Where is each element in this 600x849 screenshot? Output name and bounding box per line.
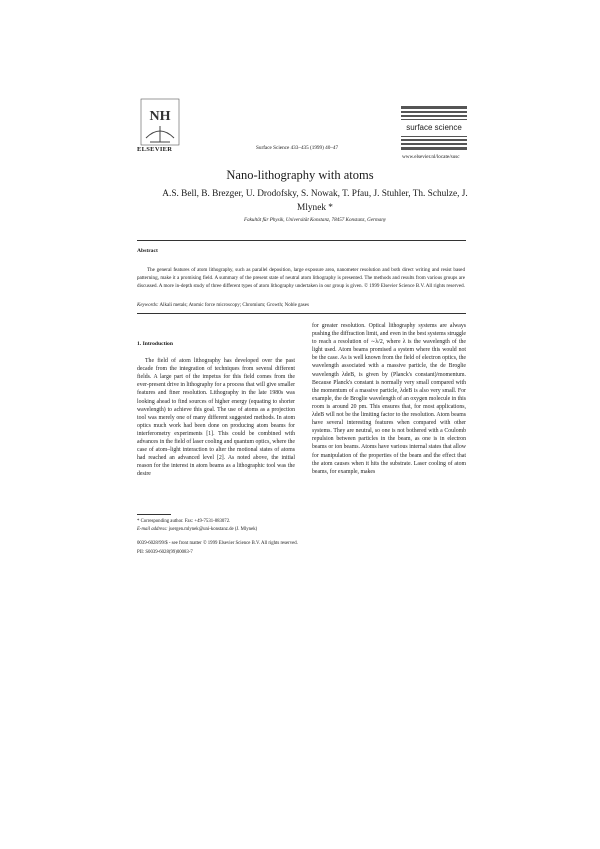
keywords-list: Alkali metals; Atomic force microscopy; Chromium; Growth; Noble gases <box>159 303 309 308</box>
keywords-label: Keywords: <box>137 303 159 308</box>
pii-line: PII: S0039-6028(99)00083-7 <box>137 549 193 555</box>
author-list: A.S. Bell, B. Brezger, U. Drodofsky, S. Nowak, T. Pfau, J. Stuhler, Th. Schulze, J. Mlynek * <box>162 189 468 213</box>
publisher-logo-text: NH <box>149 109 171 124</box>
abstract-text: The general features of atom lithography, such as parallel deposition, large exposure area, nanometer resolution and both direct writing and resist based patterning, make it a promising field. A summary of the present state of neutral atom lithography is presented. The methods and results from various groups are discussed. A more in-depth study of three different types of atom lithography undertaken in our group is given. © 1999 Elsevier Science B.V. All rights reserved. <box>137 267 465 290</box>
footnote-rule <box>137 514 171 515</box>
intro-paragraph: The field of atom lithography has developed over the past decade from the integration of techniques from several different fields. A large part of the impetus for this field comes from the ever-present drive in lithography for a process that will give smaller features and finer resolution. Lithography in the late 1980s was looking ahead to find sources of higher energy (equating to shorter wavelength) to achieve this goal. The use of atoms as a projection tool was merely one of many different suggested methods. In atom optics much work had been done on producing atom beams for interferometry experiments [1]. This could be combined with advances in the field of laser cooling and quantum optics, where the case of atom–light interaction to alter the motional states of atoms had reached an advanced level [2]. As noted above, the initial reason for the interest in atom beams as a lithographic tool was the desire <box>137 358 295 478</box>
corresponding-author-note: * Corresponding author. Fax: +49-7531-883072. <box>137 519 231 524</box>
copyright-line: 0039-6028/99/$ - see front matter © 1999 Elsevier Science B.V. All rights reserved. <box>137 541 298 546</box>
article-title: Nano-lithography with atoms <box>226 168 374 182</box>
journal-name: surface science <box>406 123 462 132</box>
keywords <box>137 303 465 308</box>
journal-citation: Surface Science 433–435 (1999) 40–47 <box>256 145 339 151</box>
elsevier-tree-logo <box>140 98 180 146</box>
front-matter <box>137 540 467 557</box>
footnote <box>137 518 297 533</box>
abstract-top-rule <box>137 240 466 241</box>
email-address: juergen.mlynek@uni-konstanz.de (J. Mlynek) <box>168 526 258 532</box>
abstract-bottom-rule <box>137 313 466 314</box>
affiliation: Fakultät für Physik, Universität Konstanz, 78457 Konstanz, Germany <box>243 217 387 223</box>
right-column: for greater resolution. Optical lithography systems are always pushing the diffraction limit, and even in the best systems struggle to reach a resolution of ∼λ/2, where λ is the wavelength of the light used. Atom beams promised a system where this would not be the case. As is well known from the field of electron optics, the wavelength associated with a massive particle, the de Broglie wavelength λdeB, is given by (Planck's constant)/momentum. Because Planck's constant is normally very small compared with the momentum of a massive particle, λdeB is also very small. For example, the de Broglie wavelength of an oxygen molecule in this room is around 20 pm. This ensures that, for most applications, λdeB will not be the limiting factor to the resolution. Atom beams have several interesting features when compared with other systems. They are neutral, so one is not bothered with a Coulomb repulsion between particles in the beam, as one is in electron beams or ion beams. Atoms have various internal states that allow for manipulation of the properties of the beam and the effect that the atom causes when it hits the substrate. Laser cooling of atom beams, for example, makes <box>312 323 466 475</box>
left-column <box>137 340 295 479</box>
email-label: E-mail address: <box>137 526 168 532</box>
journal-url: www.elsevier.nl/locate/susc <box>402 154 460 160</box>
publisher-name: ELSEVIER <box>137 146 173 153</box>
section-heading: 1. Introduction <box>137 341 173 347</box>
journal-logo <box>401 106 467 150</box>
abstract-heading: Abstract <box>137 248 158 254</box>
